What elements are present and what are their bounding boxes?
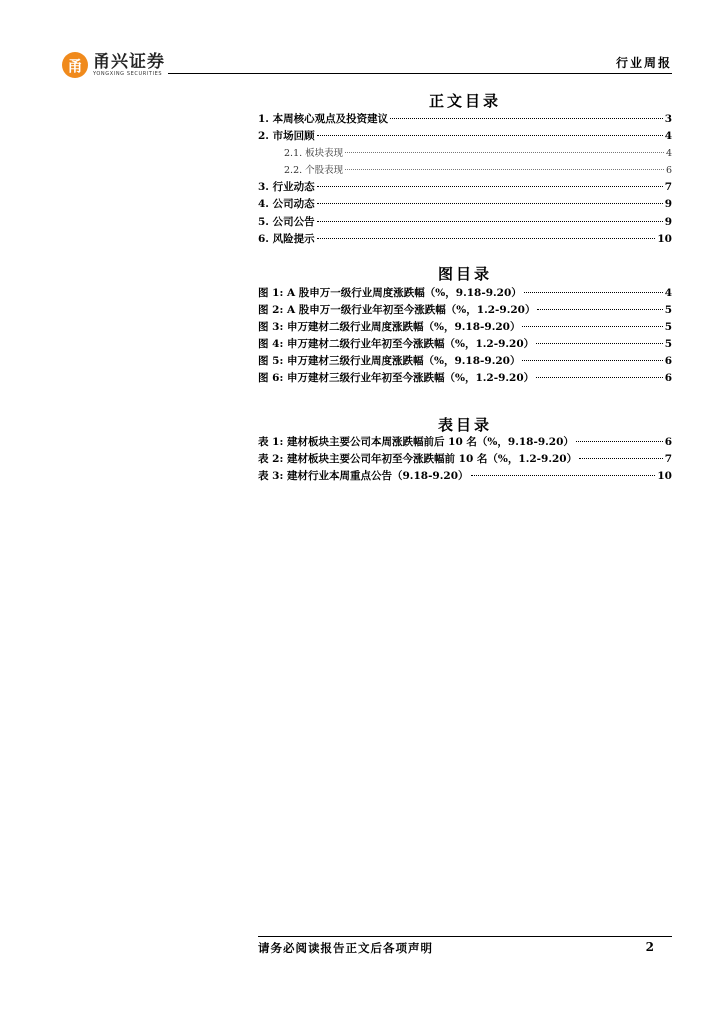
- figure-entry-page: 4: [664, 287, 672, 299]
- table-entry-page: 6: [664, 436, 672, 448]
- dot-leader: [317, 203, 663, 204]
- header-divider: [168, 73, 672, 74]
- dot-leader: [390, 118, 663, 119]
- figure-entry-page: 5: [664, 338, 672, 351]
- figure-entry-label: 图 2: A 股申万一级行业年初至今涨跌幅（%，1.2-9.20）: [258, 304, 536, 317]
- company-logo: [62, 52, 165, 78]
- page-number: 2: [645, 940, 654, 954]
- dot-leader: [317, 221, 663, 222]
- figure-entry-page: 5: [664, 304, 672, 317]
- toc-entry[interactable]: [258, 231, 672, 248]
- figure-entry-label: 图 3: 申万建材二级行业周度涨跌幅（%，9.18-9.20）: [258, 321, 521, 334]
- toc-entry-page: 9: [664, 215, 672, 228]
- toc-entry-page: 6: [665, 165, 672, 177]
- tables-title: 表目录: [437, 416, 492, 434]
- toc-entry[interactable]: [258, 145, 672, 162]
- toc-entry-label: 2.2. 个股表现: [284, 165, 344, 177]
- dot-leader: [536, 343, 663, 344]
- figure-entry-label: 图 6: 申万建材三级行业年初至今涨跌幅（%，1.2-9.20）: [258, 372, 535, 385]
- toc-entry-label: 1. 本周核心观点及投资建议: [258, 113, 389, 125]
- table-entry-label: 表 1: 建材板块主要公司本周涨跌幅前后 10 名（%，9.18-9.20）: [258, 436, 574, 448]
- figure-entry-page: 6: [664, 372, 672, 385]
- toc-entry-page: 7: [664, 181, 672, 194]
- figure-entry-page: 5: [664, 321, 672, 334]
- toc-entry-label: 2. 市场回顾: [258, 130, 315, 143]
- toc-entry-label: 5. 公司公告: [258, 215, 315, 228]
- figure-entry-page: 6: [664, 355, 672, 368]
- logo-wordmark: [93, 53, 165, 78]
- figure-entry-label: 图 5: 申万建材三级行业周度涨跌幅（%，9.18-9.20）: [258, 355, 521, 368]
- toc-entry-label: 2.1. 板块表现: [284, 148, 344, 160]
- toc-entry-page: 4: [665, 148, 672, 160]
- table-entry-label: 表 3: 建材行业本周重点公告（9.18-9.20）: [258, 470, 469, 483]
- report-type: 行业周报: [615, 56, 672, 70]
- dot-leader: [576, 441, 663, 442]
- table-entry-page: 10: [657, 470, 672, 483]
- toc-entry-page: 4: [664, 130, 672, 143]
- logo-icon: 甬: [62, 52, 88, 78]
- dot-leader: [317, 135, 663, 136]
- figures-list: [258, 285, 672, 388]
- table-entry[interactable]: [258, 468, 672, 485]
- dot-leader: [317, 238, 656, 239]
- toc-title: 正文目录: [428, 92, 501, 110]
- toc-entry-label: 3. 行业动态: [258, 181, 315, 194]
- toc-list: [258, 111, 672, 248]
- figure-entry[interactable]: [258, 370, 672, 387]
- toc-entry-page: 9: [664, 198, 672, 211]
- table-entry[interactable]: [258, 434, 672, 451]
- dot-leader: [522, 326, 662, 327]
- figure-entry[interactable]: [258, 353, 672, 370]
- toc-entry[interactable]: [258, 179, 672, 196]
- figure-entry-label: 图 4: 申万建材二级行业年初至今涨跌幅（%，1.2-9.20）: [258, 338, 535, 351]
- table-entry-label: 表 2: 建材板块主要公司年初至今涨跌幅前 10 名（%，1.2-9.20）: [258, 453, 578, 466]
- logo-cn-text: 甬兴证券: [93, 51, 165, 72]
- figure-entry[interactable]: [258, 302, 672, 319]
- table-entry[interactable]: [258, 451, 672, 468]
- toc-entry-page: 10: [657, 232, 672, 245]
- tables-list: [258, 434, 672, 485]
- figure-entry[interactable]: [258, 285, 672, 302]
- dot-leader: [537, 309, 662, 310]
- figures-title: 图目录: [437, 265, 492, 283]
- figure-entry-label: 图 1: A 股申万一级行业周度涨跌幅（%，9.18-9.20）: [258, 287, 522, 299]
- dot-leader: [536, 377, 663, 378]
- toc-entry[interactable]: [258, 196, 672, 213]
- toc-entry[interactable]: [258, 214, 672, 231]
- dot-leader: [579, 458, 663, 459]
- dot-leader: [317, 186, 663, 187]
- toc-entry-label: 4. 公司动态: [258, 198, 315, 211]
- footer-divider: [258, 936, 672, 937]
- dot-leader: [345, 169, 664, 170]
- logo-en-text: YONGXING SECURITIES: [93, 70, 163, 77]
- dot-leader: [345, 152, 664, 153]
- footer-disclaimer: 请务必阅读报告正文后各项声明: [258, 941, 433, 955]
- figure-entry[interactable]: [258, 319, 672, 336]
- figure-entry[interactable]: [258, 336, 672, 353]
- toc-entry[interactable]: [258, 128, 672, 145]
- dot-leader: [471, 475, 656, 476]
- toc-entry-label: 6. 风险提示: [258, 232, 315, 245]
- toc-entry[interactable]: [258, 111, 672, 128]
- table-entry-page: 7: [664, 453, 672, 466]
- dot-leader: [522, 360, 662, 361]
- dot-leader: [524, 292, 663, 293]
- toc-entry[interactable]: [258, 162, 672, 179]
- toc-entry-page: 3: [664, 113, 672, 125]
